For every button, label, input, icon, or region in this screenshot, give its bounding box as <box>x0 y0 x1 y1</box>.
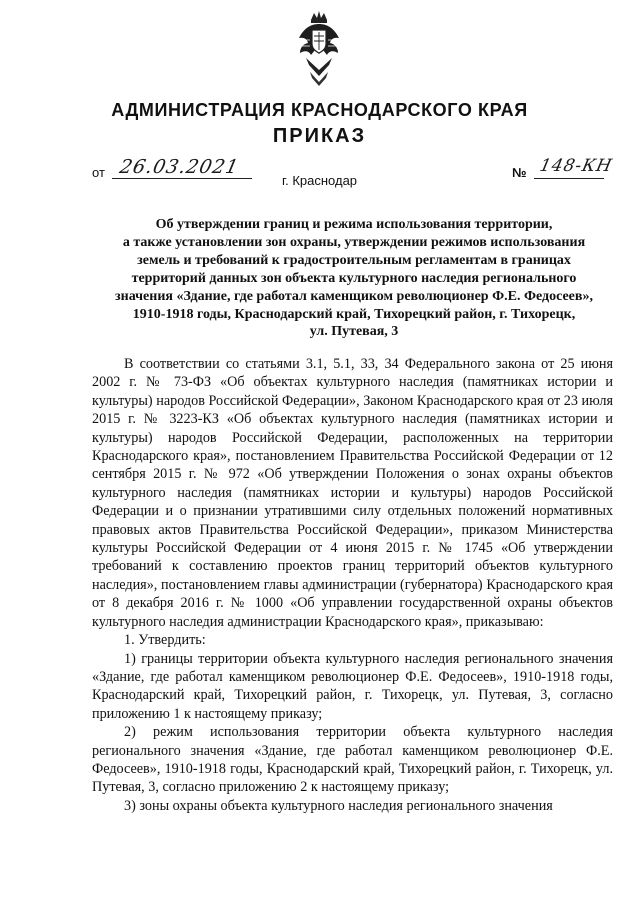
title-line: Об утверждении границ и режима использования территории, <box>155 217 553 232</box>
order-title <box>94 216 614 341</box>
title-line: ул. Путевая, 3 <box>309 324 399 340</box>
handwritten-date: 26.03.2021 <box>117 156 242 178</box>
document-type: ПРИКАЗ <box>272 125 367 147</box>
coat-of-arms-emblem <box>296 10 342 88</box>
title-line: значения «Здание, где работал каменщиком революционер Ф.Е. Федосеев», <box>115 288 593 304</box>
subitem-2-paragraph: 2) режим использования территории объекта культурного наследия регионального значения «Здание, где работал каменщиком революционер Ф.Е. Федосеев», 1910-1918 годы, Краснодарский край, Тихорецкий район, г. Тихорецк, ул. Путевая, 3, согласно приложению 2 к настоящему приказу; <box>92 724 613 796</box>
order-body <box>92 355 613 815</box>
subitem-3-paragraph: 3) зоны охраны объекта культурного наследия регионального значения <box>124 797 553 814</box>
title-line: а также установлении зон охраны, утверждении режимов использования <box>122 234 586 250</box>
title-line: 1910-1918 годы, Краснодарский край, Тихорецкий район, г. Тихорецк, <box>132 306 576 322</box>
number-prefix: № <box>512 165 527 180</box>
subitem-1-paragraph: 1) границы территории объекта культурного наследия регионального значения «Здание, где работал каменщиком революционер Ф.Е. Федосеев», 1910-1918 годы, Краснодарский край, Тихорецкий район, г. Тихорецк, ул. Путевая, 3, согласно приложению 1 к настоящему приказу; <box>92 650 613 722</box>
handwritten-number: 148-КН <box>537 156 615 176</box>
title-line: земель и требований к градостроительным регламентам в границах <box>137 252 571 268</box>
organization-name: АДМИНИСТРАЦИЯ КРАСНОДАРСКОГО КРАЯ <box>111 100 528 120</box>
date-prefix: от <box>92 165 105 180</box>
city-name: г. Краснодар <box>281 173 358 188</box>
item-1-paragraph: 1. Утвердить: <box>124 632 206 649</box>
preamble-paragraph: В соответствии со статьями 3.1, 5.1, 33, 34 Федерального закона от 25 июня 2002 г. № 73-ФЗ «Об объектах культурного наследия (памятниках истории и культуры) народов Российской Федерации», Законом Краснодарского края от 23 июля 2015 г. № 3223-КЗ «Об объектах культурного наследия (памятниках истории и культуры) народов Российской Федерации, расположенных на территории Краснодарского края», постановлением Правительства Российской Федерации от 12 сентября 2015 г. № 972 «Об утверждении Положения о зонах охраны объектов культурного наследия (памятниках истории и культуры) народов Российской Федерации и о признании утратившими силу отдельных положений нормативных правовых актов Правительства Российской Федерации», приказом Министерства культуры Российской Федерации от 4 июня 2015 г. № 1745 «Об утверждении требований к составлению проектов границ территорий объектов культурного наследия», постановлением главы администрации (губернатора) Краснодарского края от 8 декабря 2016 г. № 1000 «Об управлении государственной охраны объектов культурного наследия администрации Краснодарского края», приказываю: <box>92 356 613 630</box>
coat-of-arms-icon <box>296 10 342 88</box>
title-line: территорий данных зон объекта культурного наследия регионального <box>131 270 577 286</box>
